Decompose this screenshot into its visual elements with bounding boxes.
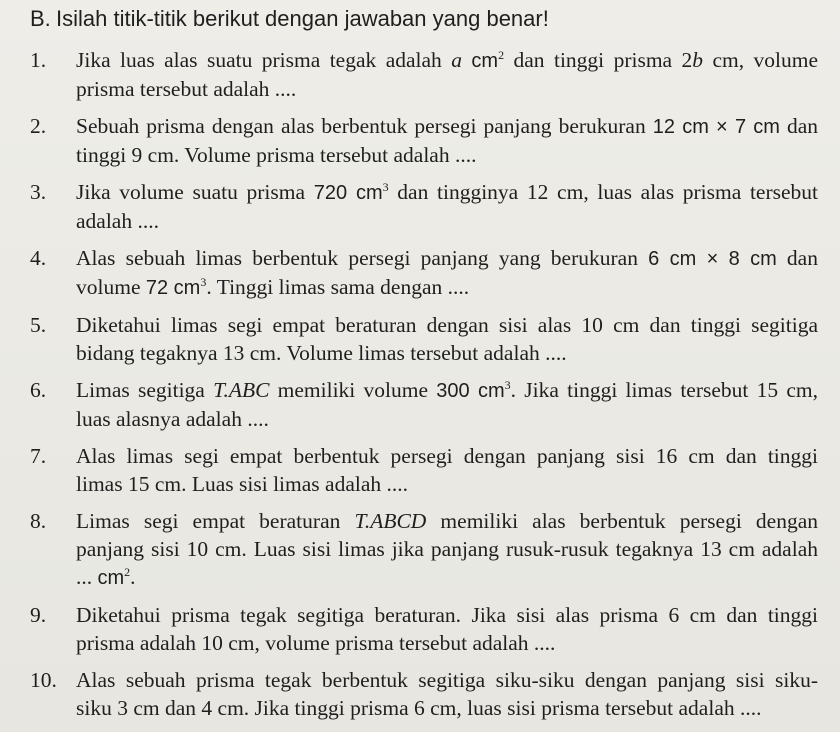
question-text: Jika volume suatu prisma 720 $cm^3$ dan tingginya 12 cm, luas alas prisma tersebut adalah .... <box>76 180 819 233</box>
question-9 <box>30 601 818 657</box>
question-text: Alas sebuah limas berbentuk persegi panjang yang berukuran 6 cm × 8 cm dan volume 72 $cm^3$. Tinggi limas sama dengan .... <box>76 246 818 299</box>
section-heading <box>30 6 818 32</box>
question-number: 1. <box>30 48 47 72</box>
question-text: Diketahui limas segi empat beraturan dengan sisi alas 10 cm dan tinggi segitiga bidang tegaknya 13 cm. Volume limas tersebut adalah .... <box>76 313 818 365</box>
question-number: 2. <box>30 114 47 138</box>
question-text: Limas segi empat beraturan T.ABCD memiliki alas berbentuk persegi dengan panjang sisi 10 cm. Luas sisi limas jika panjang rusuk-rusuk tegaknya 13 cm adalah ... $cm^2$. <box>76 509 818 589</box>
question-4 <box>30 244 818 302</box>
question-text: Sebuah prisma dengan alas berbentuk persegi panjang berukuran 12 cm × 7 cm dan tinggi 9 cm. Volume prisma tersebut adalah .... <box>76 114 818 167</box>
question-text: Alas limas segi empat berbentuk persegi dengan panjang sisi 16 cm dan tinggi limas 15 cm. Luas sisi limas adalah .... <box>76 444 818 496</box>
question-number: 3. <box>30 180 47 204</box>
question-number: 4. <box>30 246 47 270</box>
question-text: Alas sebuah prisma tegak berbentuk segitiga siku-siku dengan panjang sisi siku- siku 3 cm dan 4 cm. Jika tinggi prisma 6 cm, luas sisi prisma tersebut adalah .... <box>76 668 818 720</box>
question-number: 10. <box>30 668 57 692</box>
question-3 <box>30 178 818 235</box>
question-text: Diketahui prisma tegak segitiga beraturan. Jika sisi alas prisma 6 cm dan tinggi prisma adalah 10 cm, volume prisma tersebut adalah .... <box>76 603 818 655</box>
section-letter: B. <box>30 6 51 31</box>
question-6 <box>30 376 818 433</box>
question-number: 7. <box>30 444 47 468</box>
question-number: 5. <box>30 313 47 337</box>
question-text: Limas segitiga T.ABC memiliki volume 300 $cm^3$. Jika tinggi limas tersebut 15 cm, luas alasnya adalah .... <box>76 378 818 431</box>
question-7 <box>30 442 818 498</box>
section-title: Isilah titik-titik berikut dengan jawaban yang benar! <box>56 6 549 31</box>
question-number: 8. <box>30 509 47 533</box>
question-number: 6. <box>30 378 47 402</box>
question-text: Jika luas alas suatu prisma tegak adalah a $cm^2$ dan tinggi prisma 2b cm, volume prisma tersebut adalah .... <box>76 48 819 101</box>
question-5 <box>30 311 818 367</box>
question-10 <box>30 666 818 722</box>
question-number: 9. <box>30 603 47 627</box>
question-1 <box>30 46 818 103</box>
question-2 <box>30 112 818 169</box>
question-8 <box>30 507 818 592</box>
